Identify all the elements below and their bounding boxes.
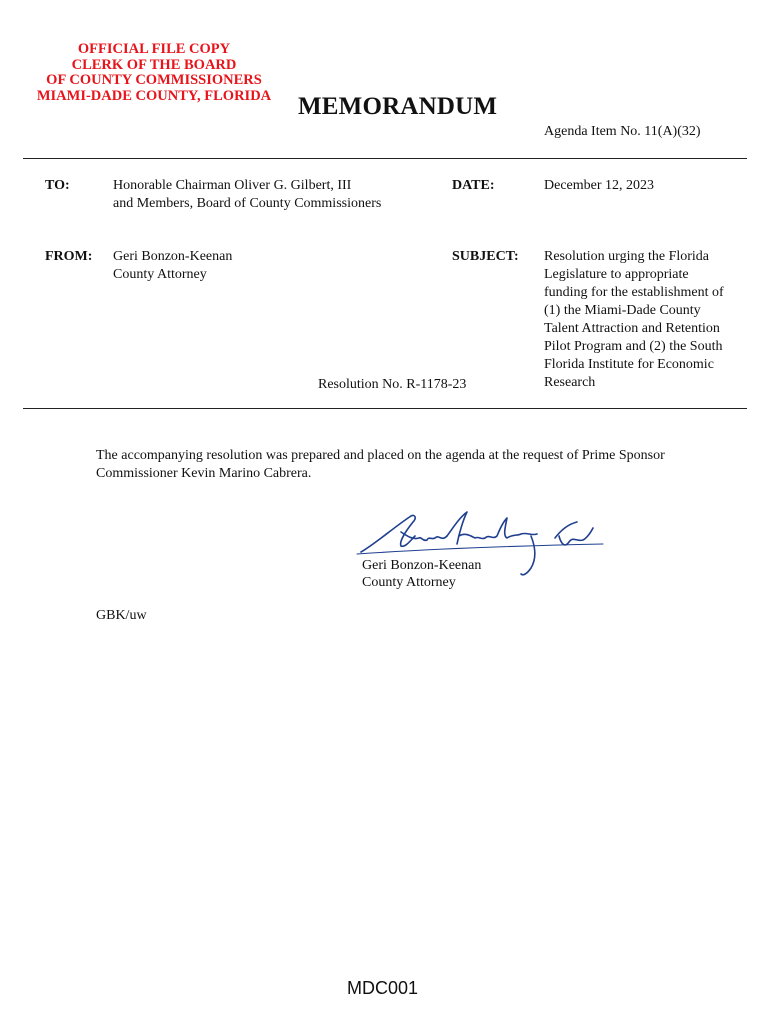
signatory-name: Geri Bonzon-Keenan [362,558,482,573]
subject-line: Talent Attraction and Retention [544,321,720,336]
to-line: Honorable Chairman Oliver G. Gilbert, III [113,178,352,193]
from-label: FROM: [45,249,93,264]
stamp-line: MIAMI-DADE COUNTY, FLORIDA [36,87,272,104]
body-line: The accompanying resolution was prepared and placed on the agenda at the request of Prime Sponsor [96,448,665,463]
subject-line: Research [544,375,596,390]
subject-value [544,248,724,392]
memo-body [96,447,736,483]
agenda-item: Agenda Item No. 11(A)(32) [544,124,701,139]
subject-line: Legislature to appropriate [544,267,689,282]
stamp-line: OFFICIAL FILE COPY [77,41,231,57]
signatory-title: County Attorney [362,575,456,590]
date-value: December 12, 2023 [544,178,655,193]
subject-line: Pilot Program and (2) the South [544,339,723,354]
footer-page-code: MDC001 [347,978,419,998]
subject-line: Florida Institute for Economic [544,357,714,372]
from-line: County Attorney [113,267,207,282]
reference-initials: GBK/uw [96,608,147,623]
to-line: and Members, Board of County Commissioners [113,196,382,211]
memo-title: MEMORANDUM [298,93,498,120]
resolution-number: Resolution No. R-1178-23 [318,377,467,392]
to-value [113,177,381,213]
from-value [113,248,232,284]
from-line: Geri Bonzon-Keenan [113,249,233,264]
clerk-stamp [20,42,288,104]
date-label: DATE: [452,178,495,193]
body-line: Commissioner Kevin Marino Cabrera. [96,466,312,481]
subject-line: Resolution urging the Florida [544,249,710,264]
top-divider [23,158,747,159]
subject-line: (1) the Miami-Dade County [544,303,701,318]
stamp-line: OF COUNTY COMMISSIONERS [46,72,262,88]
subject-label: SUBJECT: [452,249,519,264]
stamp-line: CLERK OF THE BOARD [71,56,237,73]
bottom-divider [23,408,747,409]
to-label: TO: [45,178,70,193]
subject-line: funding for the establishment of [544,285,724,300]
